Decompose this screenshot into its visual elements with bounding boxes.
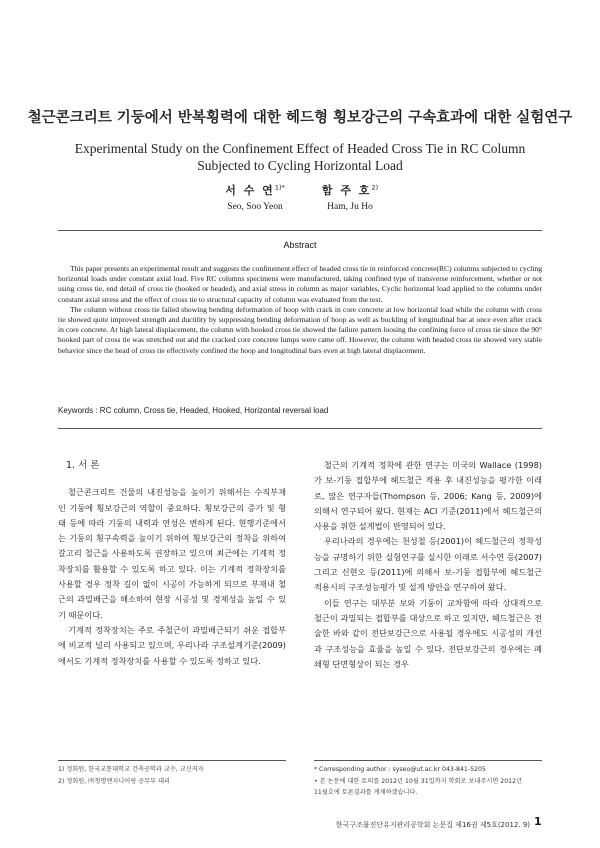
discussion-note-line2: 11월호에 토론결과를 게재하겠습니다. (314, 789, 418, 796)
keywords-label: Keywords (58, 406, 94, 415)
author-1-name-ko: 서 수 연 (225, 184, 275, 197)
right-paragraph-1: 철근의 기계적 정착에 관한 연구는 미국의 Wallace (1998)가 보-기둥 접합부에 헤드철근 적용 후 내진성능을 평가한 이래로, 많은 연구자들(Thompson 등, 2006; Kang 등, 2009)에 의해서 연구되어 왔다. 현재는 ACI 기준(2011)에서 헤드철근의 사용을 위한 설계법이 반영되어 있다. (314, 460, 542, 532)
author-2-name-ko: 함 주 호 (321, 184, 372, 197)
author-1 (195, 182, 315, 212)
abstract-top-rule (58, 230, 542, 231)
keywords: Keywords : RC column, Cross tie, Headed, Hooked, Horizontal reversal load (58, 406, 329, 415)
abstract-paragraph-2: The column without cross tie failed showing bending deformation of hoop with crack in core concrete at low horizontal load while the column with cross tie showed quite improved strength and ductility by suppressing bending deformation of hoop as well as buckling of longitudinal bar at once even after crack in core concrete. At high lateral displacement, the column with hooked cross tie showed the failure pattern loosing the confining force of cross tie since the 90° hooked part of cross tie was stretched out and the cracked core concrete lumps were came off. However, the column with headed cross tie showed very stable behavior since the head of cross tie effectively confined the hoop and longitudinal bars even at high lateral displacement. (58, 304, 542, 355)
paper-title-korean: 철근콘크리트 기둥에서 반복횡력에 대한 헤드형 횡보강근의 구속효과에 대한 실험연구 (27, 110, 573, 126)
footnote-rule-left (58, 760, 286, 761)
author-1-affiliation-mark: 1)* (274, 183, 285, 192)
section-heading-introduction: 1. 서 론 (66, 460, 100, 471)
footnotes-right (314, 764, 544, 799)
corresponding-author-note: * Corresponding author : syseo@ut.ac.kr 043-841-5205 (314, 766, 486, 773)
footnote-2: 2) 정회원, ㈜청명엔지니어링 공무부 대리 (58, 777, 171, 785)
abstract-body (58, 264, 542, 356)
right-paragraph-2: 우리나라의 경우에는 천성철 등(2001)이 헤드철근의 정착성능을 규명하기 위한 실험연구를 실시한 이래로 서수연 등(2007) 그리고 신현오 등(2011)에 의해서 보-기둥 접합부에 헤드철근 적용시의 구조성능평가 및 설계 방안을 연구하여 왔다. (314, 536, 542, 593)
footnote-1: 1) 정회원, 한국교통대학교 건축공학과 교수, 교신저자 (58, 766, 204, 773)
author-2 (300, 182, 400, 212)
abstract-bottom-rule (58, 428, 542, 429)
left-paragraph-2: 기계적 정착장치는 주로 주철근이 과밀배근되기 쉬운 접합부에 비교적 널리 사용되고 있으며, 우리나라 구조설계기준(2009)에서도 기계적 정착장치를 사용할 수 있도록 정하고 있다. (58, 624, 286, 666)
title-en-line2: Subjected to Cycling Horizontal Load (197, 158, 403, 173)
author-2-name-en: Ham, Ju Ho (327, 202, 373, 212)
keywords-list: RC column, Cross tie, Headed, Hooked, Horizontal reversal load (99, 406, 329, 415)
abstract-heading: Abstract (283, 240, 317, 250)
author-1-name-en: Seo, Soo Yeon (227, 202, 283, 212)
journal-footer: 한국구조물진단유지관리공학회 논문집 제16권 제5호(2012. 9) (335, 821, 530, 829)
author-2-affiliation-mark: 2) (371, 183, 379, 192)
left-column (58, 458, 286, 669)
left-paragraph-1: 철근콘크리트 건물의 내진성능을 높이기 위해서는 수직부재인 기둥에 횡보강근의 역할이 중요하다. 횡보강근의 증가 및 형태 등에 따라 기둥의 내력과 연성은 변하게 된다. 현행기준에서는 기둥의 횡구속력을 높이기 위하여 횡보강근의 정착을 위하여 갈고리 철근을 사용하도록 권장하고 있으며 최근에는 기계적 정착장치를 활용할 수 있도록 하고 있다. 이는 기계적 정착장치를 사용할 경우 정착 길이 없이 시공이 가능하게 되므로 부재내 철근의 과밀배근을 해소하여 현장 시공성 및 경제성을 높일 수 있기 때문이다. (58, 487, 286, 620)
right-paragraph-3: 이들 연구는 대부분 보와 기둥이 교차함에 따라 상대적으로 철근이 과밀되는 접합부를 대상으로 하고 있지만, 헤드철근은 전술한 바와 같이 전단보강근으로 사용될 경우에도 시공성의 개선과 구조성능을 효율을 높일 수 있다. 전단보강근의 경우에는 폐쇄형 단면형상이 되는 경우 (314, 597, 542, 669)
right-column (314, 458, 542, 672)
page-number: 1 (534, 815, 542, 828)
footnote-rule-right (314, 760, 542, 761)
discussion-note-line1: • 본 논문에 대한 토의를 2012년 10월 31일까지 학회로 보내주시면 2012년 (314, 777, 523, 785)
paper-title-english (0, 140, 600, 174)
title-en-line1: Experimental Study on the Confinement Effect of Headed Cross Tie in RC Column (74, 141, 526, 156)
abstract-paragraph-1: This paper presents an experimental result and suggests the confinement effect of headed cross tie in reinforced concrete(RC) columns subjected to cycling horizontal loads under constant axial load. Five RC columns specimens were manufactured, taking confined type of transverse reinforcement, whether or not using cross tie, end detail of cross tie (hooked or headed), and axial stress in column as major variables, Cyclic horizontal load applied to the columns under constant axial stress and the effect of cross tie to structural capacity of column was evaluated from the test. (58, 264, 542, 304)
footnotes-left (58, 764, 286, 787)
